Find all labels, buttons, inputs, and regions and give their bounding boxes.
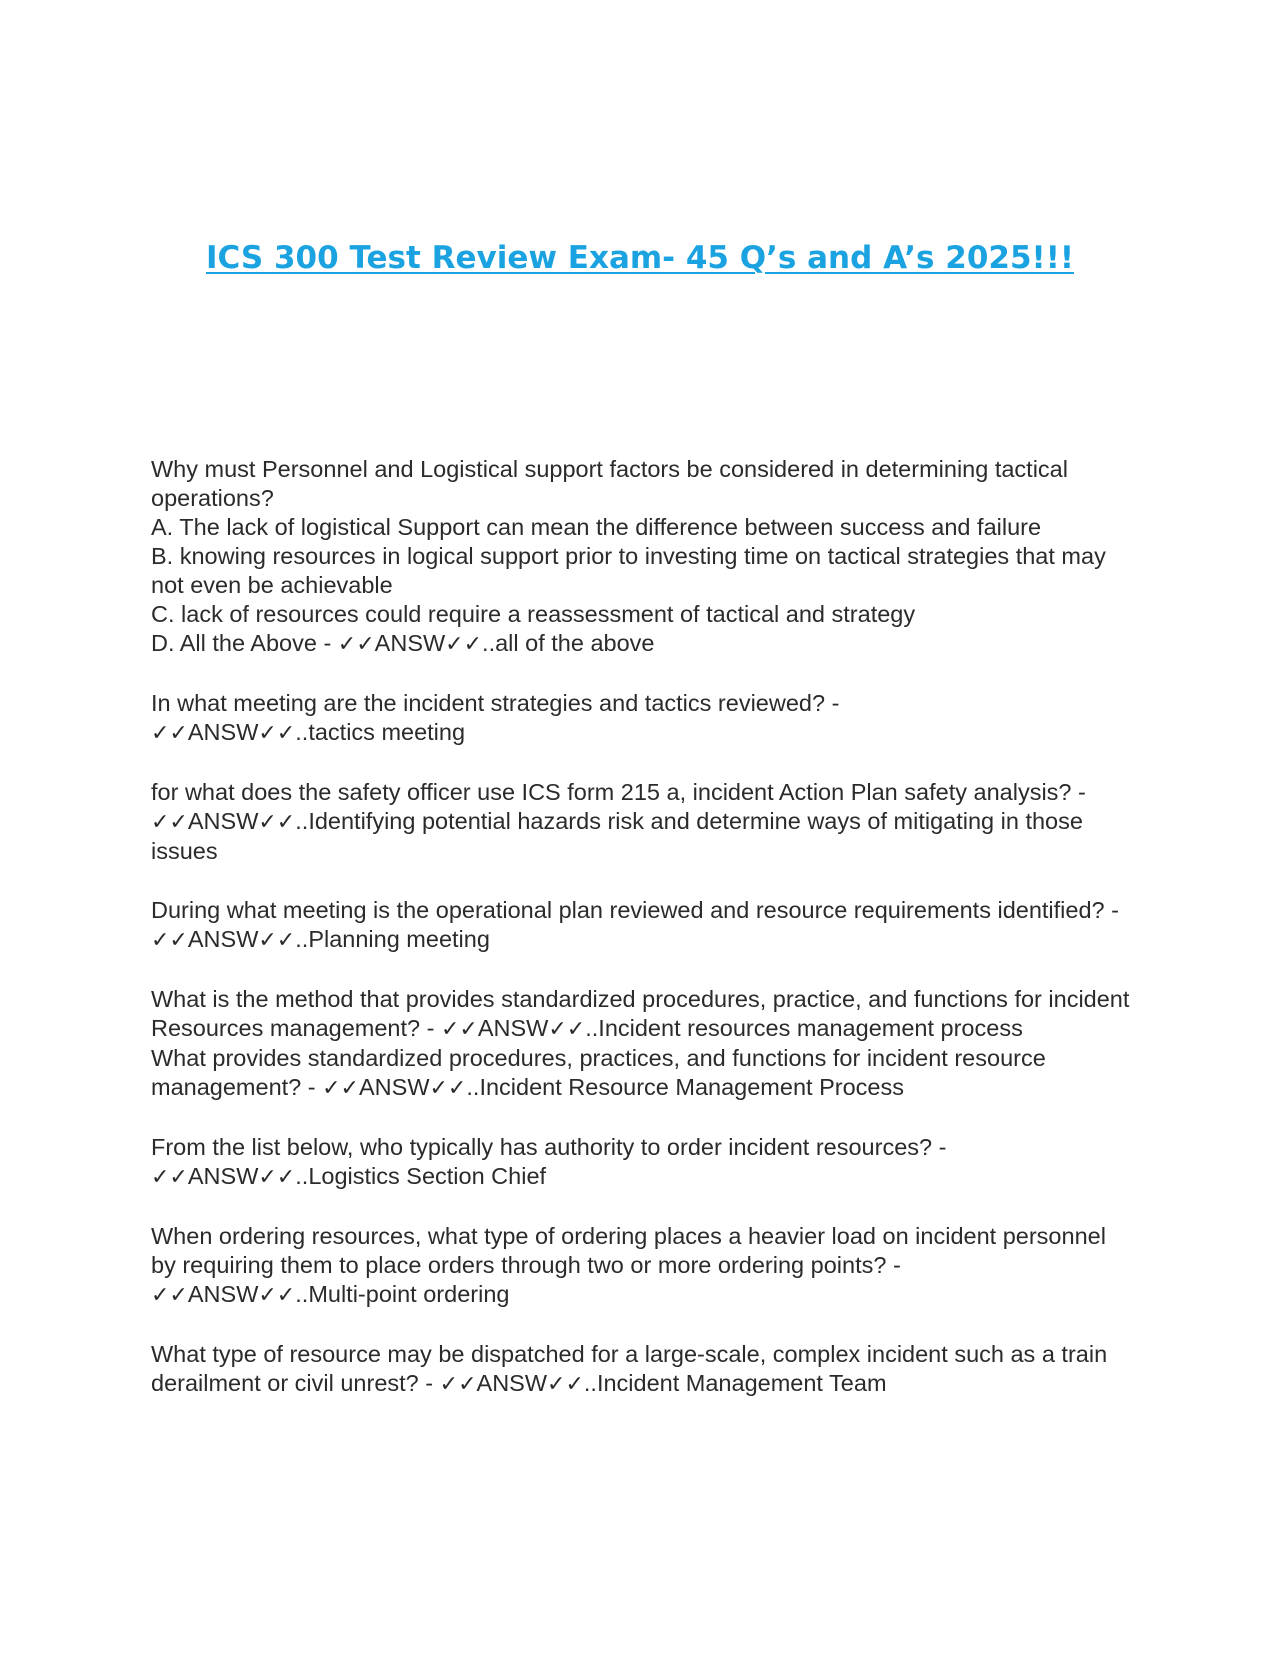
answer-text: all of the above xyxy=(495,630,655,656)
answer-marker-word: ANSW xyxy=(476,1370,548,1396)
document-title: ICS 300 Test Review Exam- 45 Q’s and A’s 2025!!! xyxy=(206,240,1074,276)
question-prompt: Why must Personnel and Logistical support factors be considered in determining tactical operations? xyxy=(151,456,1075,511)
answer-marker-suffix: .. xyxy=(295,1281,309,1307)
answer-marker-suffix: .. xyxy=(295,1163,309,1189)
answer-text: Incident resources management process xyxy=(598,1015,1023,1041)
qa-item xyxy=(151,1340,1131,1399)
question-prompt: When ordering resources, what type of ordering places a heavier load on incident personnel by requiring them to place orders through two or more ordering points? - xyxy=(151,1223,1106,1278)
qa-item xyxy=(151,1044,1131,1103)
check-icon: ✓✓ xyxy=(429,1076,467,1101)
answer-text: Multi-point ordering xyxy=(308,1281,510,1307)
answer-marker-word: ANSW xyxy=(187,719,259,745)
answer-text: Incident Management Team xyxy=(596,1370,887,1396)
answer-text: Logistics Section Chief xyxy=(308,1163,547,1189)
check-icon: ✓✓ xyxy=(440,1017,478,1042)
option-c: C. lack of resources could require a reassessment of tactical and strategy xyxy=(151,601,916,627)
question-prompt: From the list below, who typically has authority to order incident resources? - xyxy=(151,1134,947,1160)
answer-marker-word: ANSW xyxy=(187,926,259,952)
answer-marker-word: ANSW xyxy=(374,630,446,656)
answer-marker-suffix: .. xyxy=(482,630,496,656)
answer-text: Incident Resource Management Process xyxy=(479,1074,904,1100)
option-d xyxy=(151,629,1131,659)
check-icon: ✓✓ xyxy=(445,632,483,657)
question-prompt: What type of resource may be dispatched for a large-scale, complex incident such as a train derailment or civil unrest? - xyxy=(151,1341,1108,1396)
question-prompt: In what meeting are the incident strategies and tactics reviewed? - xyxy=(151,690,840,716)
answer-marker-word: ANSW xyxy=(477,1015,549,1041)
check-icon: ✓✓ xyxy=(337,632,375,657)
answer-marker-word: ANSW xyxy=(187,808,259,834)
check-icon: ✓✓ xyxy=(547,1372,584,1397)
check-icon: ✓✓ xyxy=(258,1165,296,1190)
answer-text: tactics meeting xyxy=(308,719,466,745)
qa-item xyxy=(151,689,1131,748)
qa-item xyxy=(151,778,1131,866)
answer-marker-suffix: .. xyxy=(295,808,309,834)
answer-marker-word: ANSW xyxy=(187,1163,259,1189)
answer-marker-word: ANSW xyxy=(187,1281,259,1307)
check-icon: ✓✓ xyxy=(151,721,188,746)
check-icon: ✓✓ xyxy=(548,1017,586,1042)
check-icon: ✓✓ xyxy=(151,928,188,953)
answer-marker-suffix: .. xyxy=(585,1015,599,1041)
answer-marker-suffix: .. xyxy=(295,719,309,745)
qa-item xyxy=(151,1222,1131,1310)
answer-marker-suffix: .. xyxy=(583,1370,597,1396)
answer-marker-suffix: .. xyxy=(466,1074,480,1100)
check-icon: ✓✓ xyxy=(439,1372,477,1397)
answer-text: Planning meeting xyxy=(308,926,490,952)
question-prompt: What is the method that provides standardized procedures, practice, and functions for incident Resources management? - xyxy=(151,986,1130,1041)
qa-list xyxy=(151,455,1131,1429)
check-icon: ✓✓ xyxy=(151,1165,188,1190)
check-icon: ✓✓ xyxy=(151,1283,188,1308)
option-a: A. The lack of logistical Support can mean the difference between success and failure xyxy=(151,514,1042,540)
check-icon: ✓✓ xyxy=(258,928,296,953)
check-icon: ✓✓ xyxy=(151,810,188,835)
answer-marker-suffix: .. xyxy=(295,926,309,952)
option-b: B. knowing resources in logical support prior to investing time on tactical strategies that may not even be achievable xyxy=(151,543,1113,598)
option-d-text: D. All the Above - xyxy=(151,630,338,656)
check-icon: ✓✓ xyxy=(258,1283,296,1308)
question-prompt: for what does the safety officer use ICS form 215 a, incident Action Plan safety analysis? - xyxy=(151,779,1086,805)
question-prompt: During what meeting is the operational plan reviewed and resource requirements identified? - xyxy=(151,897,1119,923)
question-prompt: What provides standardized procedures, practices, and functions for incident resource management? - xyxy=(151,1045,1046,1100)
qa-item xyxy=(151,896,1131,955)
check-icon: ✓✓ xyxy=(258,810,296,835)
answer-marker-word: ANSW xyxy=(359,1074,430,1100)
qa-item xyxy=(151,455,1131,659)
answer-text: Identifying potential hazards risk and determine ways of mitigating in those issues xyxy=(151,808,1083,864)
check-icon: ✓✓ xyxy=(322,1076,359,1101)
qa-item xyxy=(151,985,1131,1044)
check-icon: ✓✓ xyxy=(258,721,296,746)
qa-item xyxy=(151,1133,1131,1192)
